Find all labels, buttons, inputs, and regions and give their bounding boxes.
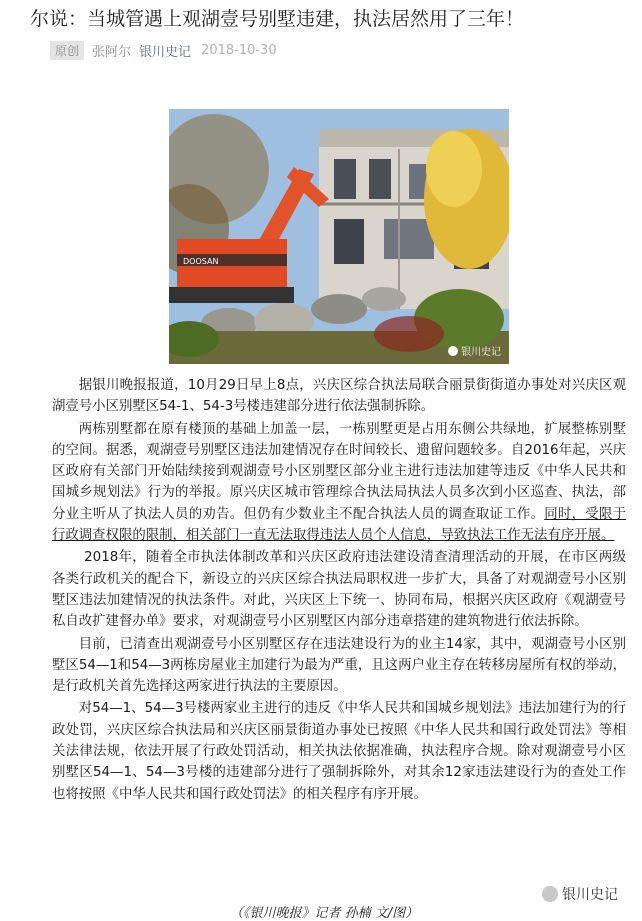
paragraph-1: 据银川晚报报道，10月29日早上8点，兴庆区综合执法局联合丽景街街道办事处对兴庆区观湖壹号小区别墅区54-1、54-3号楼违建部分进行依法强制拆除。: [52, 378, 626, 415]
paragraph-4: 目前，已清查出观湖壹号小区别墅区存在违法建设行为的业主14家，其中，观湖壹号小区别墅区54—1和54—3两栋房屋业主加建行为最为严重，且这两户业主存在转移房屋所有权的举动，是行政机关首先选择这两家进行执法的主要原因。: [52, 636, 626, 695]
account-link[interactable]: 银川史记: [139, 44, 192, 60]
paragraph-2-text: 两栋别墅都在原有楼顶的基础上加盖一层，一栋别墅更是占用东侧公共绿地，扩展整栋别墅的空间。据悉，观湖壹号别墅区违法加建情况存在时间较长、遗留问题较多。自2016年起，兴庆区政府有关部门开始陆续接到观湖壹号小区别墅区部分业主进行违法加建等违反《中华人民共和国城乡规划法》行为的举报。原兴庆区城市管理综合执法局执法人员多次到小区巡查、执法，部分业主听从了执法人员的劝告。但仍有少数业主不配合执法人员的调查取证工作。: [52, 421, 626, 522]
photo-watermark: [448, 343, 501, 358]
article-title: 尔说：当城管遇上观湖壹号别墅违建，执法居然用了三年！: [30, 8, 525, 30]
article-body: [52, 375, 626, 805]
watermark-logo-icon: [448, 346, 458, 356]
paragraph-5: 对54—1、54—3号楼两家业主进行的违反《中华人民共和国城乡规划法》违法加建行为的行政处罚，兴庆区综合执法局和兴庆区丽景街道办事处已按照《中华人民共和国行政处罚法》等相关法律法规，依法开展了行政处罚活动，相关执法依据准确，执法程序合规。除对观湖壹号小区别墅区54—1、54—3号楼的违建部分进行了强制拆除外，对其余12家违法建设行为的查处工作也将按照《中华人民共和国行政处罚法》的相关程序有序开展。: [52, 701, 626, 802]
author-name[interactable]: 张阿尔: [92, 44, 132, 60]
account-brand-watermark: [542, 884, 618, 904]
paragraph-2: [52, 419, 626, 547]
paragraph-2-underlined: 同时，受限于行政调查权限的限制，相关部门一直无法取得违法人员个人信息，导致执法工作无法有序开展。: [52, 506, 627, 544]
article-meta: [50, 40, 277, 60]
article-photo[interactable]: [169, 109, 509, 364]
publish-date: 2018-10-30: [201, 42, 277, 58]
brand-name: 银川史记: [562, 887, 618, 903]
demolition-photo-illustration: [169, 109, 509, 364]
machine-label: DOOSAN: [183, 257, 219, 266]
paragraph-3: 2018年，随着全市执法体制改革和兴庆区政府违法建设清查清理活动的开展，在市区两级各类行政机关的配合下，新设立的兴庆区综合执法局职权进一步扩大，具备了对观湖壹号小区别墅区违法加建情况的执法条件。对此，兴庆区上下统一、协同布局，根据兴庆区政府《观湖壹号私自改扩建督办单》要求，对观湖壹号小区别墅区内部分违章搭建的建筑物进行依法拆除。: [52, 550, 626, 630]
reporter-credit: （《银川晚报》记者 孙楠 文/图）: [230, 906, 419, 921]
watermark-text: 银川史记: [461, 347, 501, 358]
original-tag: 原创: [50, 41, 84, 60]
wechat-logo-icon: [542, 886, 558, 902]
